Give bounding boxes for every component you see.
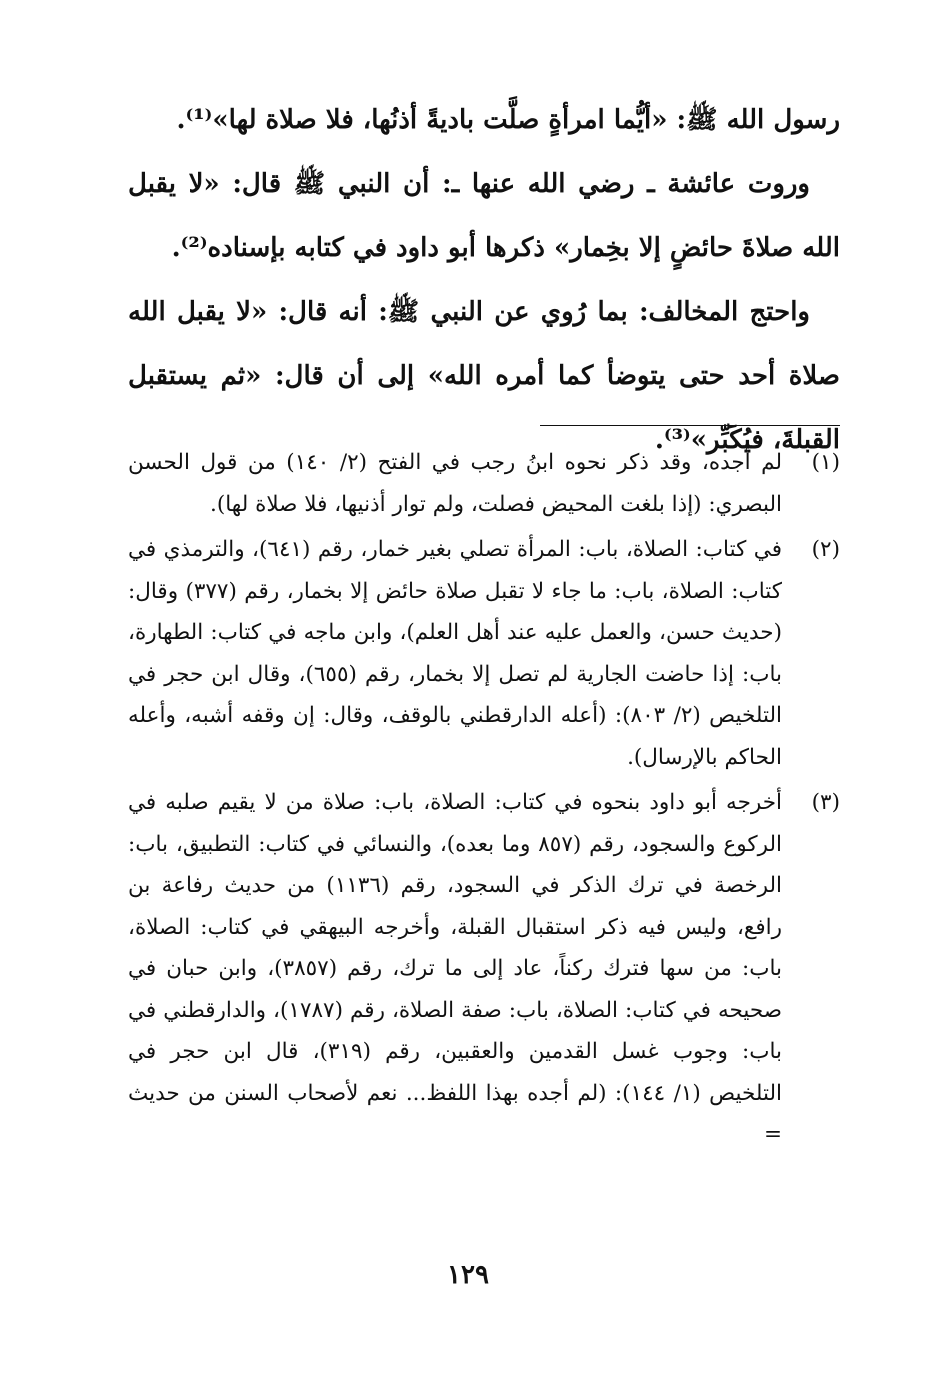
footnote-number: (٢) <box>811 537 840 562</box>
page-number: ١٢٩ <box>447 1260 489 1290</box>
footnote-text: لم أجده، وقد ذكر نحوه ابنُ رجب في الفتح (٢/ ١٤٠) من قول الحسن البصري: (إذا بلغت المحيض فصلت، ولم توار أذنيها، فلا صلاة لها). <box>128 450 782 517</box>
footnote-number: (١) <box>811 450 840 475</box>
paragraph-aisha-narration: وروت عائشة ـ رضي الله عنها ـ: أن النبي ﷺ قال: «لا يقبل الله صلاةَ حائضٍ إلا بخِمار» ذكرها أبو داود في كتابه بإسناده⁽²⁾. <box>128 169 840 263</box>
paragraph-opponent-argument: واحتج المخالف: بما رُوي عن النبي ﷺ: أنه قال: «لا يقبل الله صلاة أحد حتى يتوضأ كما أمره الله» إلى أن قال: «ثم يستقبل القبلةَ، فيُكَبِّر»⁽³⁾. <box>128 297 840 455</box>
footnote-text: في كتاب: الصلاة، باب: المرأة تصلي بغير خمار، رقم (٦٤١)، والترمذي في كتاب: الصلاة، باب: ما جاء لا تقبل صلاة حائض إلا بخمار، رقم (٣٧٧) وقال: (حديث حسن، والعمل عليه عند أهل العلم)، وابن ماجه في كتاب: الطهارة، باب: إذا حاضت الجارية لم تصل إلا بخمار، رقم (٦٥٥)، وقال ابن حجر في التلخيص (٢/ ٨٠٣): (أعله الدارقطني بالوقف، وقال: إن وقفه أشبه، وأعله الحاكم بالإرسال). <box>128 537 783 770</box>
paragraph-continuation: رسول الله ﷺ: «أيُّما امرأةٍ صلَّت باديةً أذنُها، فلا صلاة لها»⁽¹⁾. <box>176 105 840 135</box>
footnote-1 <box>128 442 840 525</box>
main-text-body <box>128 88 840 472</box>
footnote-2 <box>128 529 840 778</box>
footnotes-section <box>128 442 840 1160</box>
footnote-text: أخرجه أبو داود بنحوه في كتاب: الصلاة، باب: صلاة من لا يقيم صلبه في الركوع والسجود، رقم (٨٥٧ وما بعده)، والنسائي في كتاب: التطبيق، باب: الرخصة في ترك الذكر في السجود، رقم (١١٣٦) من حديث رفاعة بن رافع، وليس فيه ذكر استقبال القبلة، وأخرجه البيهقي في كتاب: الصلاة، باب: من سها فترك ركناً، عاد إلى ما ترك، رقم (٣٨٥٧)، وابن حبان في صحيحه في كتاب: الصلاة، باب: صفة الصلاة، رقم (١٧٨٧)، والدارقطني في باب: وجوب غسل القدمين والعقبين، رقم (٣١٩)، قال ابن حجر في التلخيص (١/ ١٤٤): (لم أجده بهذا اللفظ... نعم لأصحاب السنن من حديث = <box>128 790 783 1147</box>
footnote-separator-line <box>540 425 840 426</box>
footnote-3 <box>128 782 840 1156</box>
footnote-number: (٣) <box>811 790 840 815</box>
